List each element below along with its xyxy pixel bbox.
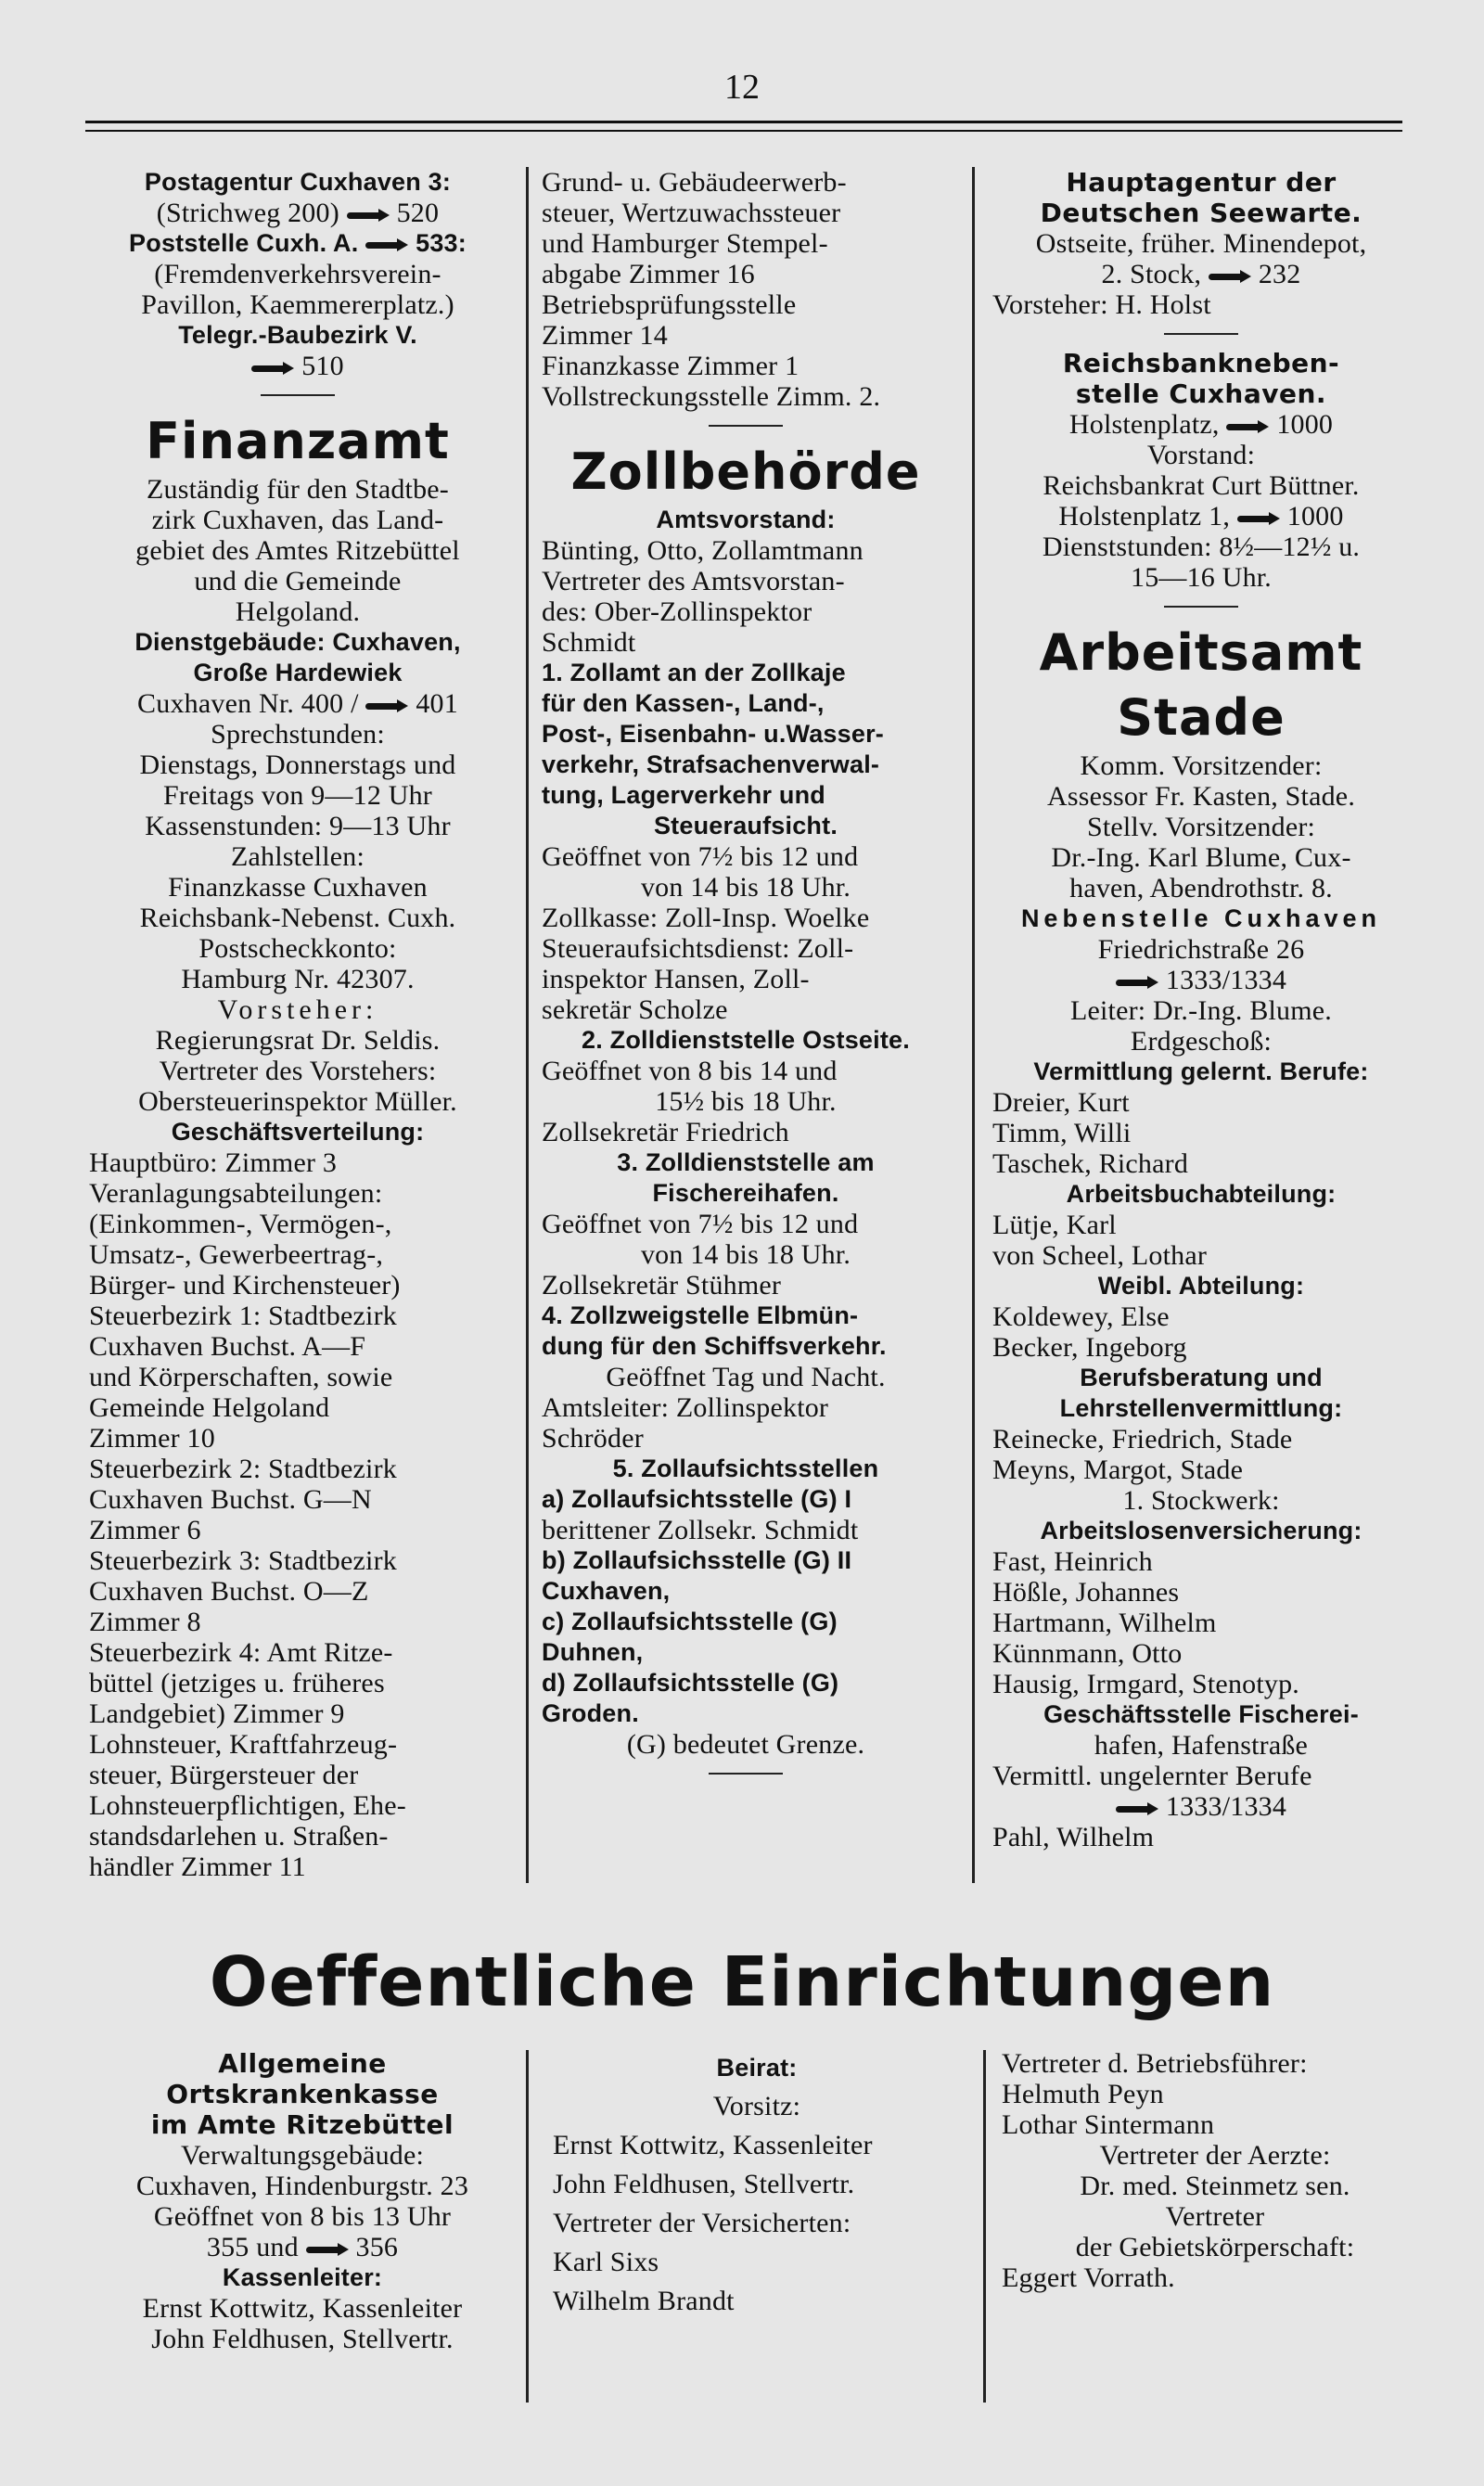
entry-heading: Beirat: [716, 2054, 798, 2082]
text-line: abgabe Zimmer 16 [542, 259, 755, 289]
text-line: Vertreter d. Betriebsführer: [1002, 2048, 1308, 2079]
text-line: Lohnsteuerpflichtigen, Ehe- [89, 1790, 406, 1821]
text-line: der Gebietskörperschaft: [1075, 2232, 1355, 2262]
text-line: gebiet des Amtes Ritzebüttel [135, 535, 460, 566]
text-line: Verwaltungsgebäude: [180, 2140, 425, 2171]
text-line: Ostseite, früher. Minendepot, [1035, 228, 1367, 259]
text-line: Vertreter der Aerzte: [1099, 2140, 1331, 2171]
text-line: Cuxhaven Buchst. O—Z [89, 1576, 369, 1607]
entry-heading: a) Zollaufsichtsstelle (G) I [542, 1485, 852, 1513]
text-line: Steueraufsichtsdienst: Zoll- [542, 933, 854, 964]
text-line: standsdarlehen u. Straßen- [89, 1821, 389, 1852]
text-line: Vertreter der Versicherten: [553, 2208, 851, 2238]
entry-heading: Hauptagentur der [1066, 167, 1337, 198]
text-line: Meyns, Margot, Stade [992, 1454, 1244, 1485]
text-line: Ernst Kottwitz, Kassenleiter [142, 2293, 463, 2324]
text-line: und die Gemeinde [194, 566, 402, 596]
entry-heading: 2. Zolldienststelle Ostseite. [582, 1026, 910, 1054]
text-line: zirk Cuxhaven, das Land- [151, 505, 444, 535]
entry-heading: Geschäftsverteilung: [171, 1118, 425, 1146]
entry-heading: c) Zollaufsichtsstelle (G) [542, 1608, 838, 1635]
text-line: 355 und 356 [206, 2232, 399, 2262]
text-line: steuer, Wertzuwachssteuer [542, 198, 841, 228]
text-line: Geöffnet Tag und Nacht. [606, 1362, 886, 1392]
entry-heading: Allgemeine [218, 2048, 387, 2079]
text-line: Assessor Fr. Kasten, Stade. [1046, 781, 1356, 812]
entry-heading: für den Kassen-, Land-, [542, 689, 825, 717]
text-line: Lütje, Karl [992, 1210, 1117, 1240]
text-line: Lohnsteuer, Kraftfahrzeug- [89, 1729, 398, 1760]
text-line: Steuerbezirk 3: Stadtbezirk [89, 1545, 397, 1576]
text-line: Hausig, Irmgard, Stenotyp. [992, 1669, 1299, 1699]
section-title: Oeffentliche Einrichtungen [209, 1942, 1275, 2022]
entry-heading: Ortskrankenkasse [166, 2079, 439, 2109]
text-line: Vermittl. ungelernter Berufe [992, 1761, 1312, 1791]
text-line: (Einkommen-, Vermögen-, [89, 1209, 392, 1239]
entry-heading: stelle Cuxhaven. [1075, 378, 1327, 409]
text-line: Helmuth Peyn [1002, 2079, 1164, 2109]
column-divider [972, 167, 975, 1883]
entry-heading: verkehr, Strafsachenverwal- [542, 750, 880, 778]
text-line: Gemeinde Helgoland [89, 1392, 330, 1423]
text-line: händler Zimmer 11 [89, 1852, 306, 1882]
text-line: Künnmann, Otto [992, 1638, 1183, 1669]
text-line: Erdgeschoß: [1130, 1026, 1273, 1057]
text-line: Dienstags, Donnerstags und [139, 750, 456, 780]
text-line: büttel (jetziges u. früheres [89, 1668, 385, 1698]
separator-rule [709, 425, 783, 427]
text-line: berittener Zollsekr. Schmidt [542, 1515, 859, 1545]
text-line: Zahlstellen: [230, 841, 365, 872]
text-line: Geöffnet von 7½ bis 12 und [542, 1209, 859, 1239]
entry-heading: Berufsberatung und [1080, 1364, 1323, 1391]
text-line: 15—16 Uhr. [1131, 562, 1272, 593]
telephone-icon [306, 2243, 349, 2256]
text-line: 1. Stockwerk: [1122, 1485, 1280, 1516]
text-line: Dienststunden: 8½—12½ u. [1042, 532, 1361, 562]
column-divider [526, 167, 529, 1883]
text-line: Amtsleiter: Zollinspektor [542, 1392, 829, 1423]
text-line: haven, Abendrothstr. 8. [1069, 873, 1333, 903]
text-line: Friedrichstraße 26 [1097, 934, 1305, 965]
text-line: Vertreter des Vorstehers: [159, 1056, 437, 1086]
entry-heading: Lehrstellenvermittlung: [1059, 1394, 1343, 1422]
text-line: Geöffnet von 8 bis 13 Uhr [153, 2201, 452, 2232]
separator-rule [709, 1773, 783, 1775]
text-line: Steuerbezirk 2: Stadtbezirk [89, 1454, 397, 1484]
text-line: Steuerbezirk 4: Amt Ritze- [89, 1637, 393, 1668]
text-line: Zollsekretär Friedrich [542, 1117, 789, 1147]
entry-heading: Deutschen Seewarte. [1040, 198, 1362, 228]
text-line: Cuxhaven, Hindenburgstr. 23 [135, 2171, 469, 2201]
entry-heading: Steueraufsicht. [653, 812, 838, 839]
text-line: Finanzkasse Cuxhaven [168, 872, 428, 903]
text-line: (Fremdenverkehrsverein- [154, 259, 441, 289]
text-line: Zimmer 10 [89, 1423, 215, 1454]
entry-heading: Groden. [542, 1699, 639, 1727]
column-seewarte-bank-labour [992, 167, 1410, 1852]
text-line: Timm, Willi [992, 1118, 1132, 1148]
text-line: Becker, Ingeborg [992, 1332, 1187, 1363]
separator-rule [261, 394, 335, 396]
text-line: hafen, Hafenstraße [1094, 1730, 1309, 1761]
entry-heading: Postagentur Cuxhaven 3: [144, 168, 452, 196]
text-line: 1333/1334 [992, 1791, 1410, 1822]
text-line: Vertreter des Amtsvorstan- [542, 566, 845, 596]
text-line: John Feldhusen, Stellvertr. [553, 2169, 855, 2199]
text-line: Helgoland. [235, 596, 361, 627]
text-line: (G) bedeutet Grenze. [626, 1729, 865, 1760]
entry-heading: Arbeitslosenversicherung: [1040, 1517, 1362, 1544]
entry-heading: Duhnen, [542, 1638, 644, 1666]
text-line: von 14 bis 18 Uhr. [640, 872, 851, 903]
text-line: Eggert Vorrath. [1002, 2262, 1175, 2293]
text-line: Lothar Sintermann [1002, 2109, 1215, 2140]
entry-heading: Dienstgebäude: Cuxhaven, [134, 628, 461, 656]
entry-heading: im Amte Ritzebüttel [150, 2109, 454, 2140]
text-line: Wilhelm Brandt [553, 2286, 735, 2316]
text-line: von Scheel, Lothar [992, 1240, 1208, 1271]
column-customs [542, 167, 950, 1788]
entry-heading: Fischereihafen. [652, 1179, 839, 1207]
entry-heading: 5. Zollaufsichtsstellen [612, 1454, 879, 1482]
text-line: Vorsteher: [217, 994, 378, 1025]
entry-heading: 3. Zolldienststelle am [617, 1148, 875, 1176]
text-line: 510 [89, 351, 506, 381]
text-line: Pahl, Wilhelm [992, 1822, 1155, 1852]
text-line: John Feldhusen, Stellvertr. [151, 2324, 454, 2354]
entry-heading: tung, Lagerverkehr und [542, 781, 825, 809]
text-line: Pavillon, Kaemmererplatz.) [141, 289, 454, 320]
text-line: Geöffnet von 8 bis 14 und [542, 1056, 838, 1086]
entry-heading: Vermittlung gelernt. Berufe: [1033, 1057, 1369, 1085]
text-line: und Körperschaften, sowie [89, 1362, 393, 1392]
text-line: Schmidt [542, 627, 636, 658]
telephone-icon [251, 362, 294, 375]
entry-heading: Nebenstelle Cuxhaven [1020, 904, 1382, 932]
telephone-icon [365, 238, 408, 251]
text-line: Steuerbezirk 1: Stadtbezirk [89, 1301, 397, 1331]
text-line: Reichsbank-Nebenst. Cuxh. [139, 903, 456, 933]
section-heading: Zollbehörde [570, 442, 921, 501]
section-heading: Arbeitsamt [1039, 623, 1363, 682]
text-line: Cuxhaven Buchst. G—N [89, 1484, 372, 1515]
entry-heading: Poststelle Cuxh. A. 533: [129, 229, 467, 257]
text-line: 15½ bis 18 Uhr. [655, 1086, 837, 1117]
entry-heading: 4. Zollzweigstelle Elbmün- [542, 1301, 859, 1329]
header-rule [85, 121, 1402, 123]
text-line: Hamburg Nr. 42307. [181, 964, 415, 994]
text-line: Schröder [542, 1423, 644, 1454]
text-line: Kassenstunden: 9—13 Uhr [145, 811, 451, 841]
telephone-icon [1116, 976, 1158, 989]
text-line: Freitags von 9—12 Uhr [162, 780, 432, 811]
column-postal-finance [89, 167, 506, 1882]
column-divider [983, 2050, 986, 2403]
text-line: Grund- u. Gebäudeerwerb- [542, 167, 847, 198]
text-line: Taschek, Richard [992, 1148, 1189, 1179]
text-line: inspektor Hansen, Zoll- [542, 964, 810, 994]
text-line: Zollkasse: Zoll-Insp. Woelke [542, 903, 870, 933]
text-line: Vorsteher: H. Holst [992, 289, 1211, 320]
text-line: Veranlagungsabteilungen: [89, 1178, 383, 1209]
column-divider [526, 2050, 529, 2403]
text-line: Vertreter [1165, 2201, 1265, 2232]
text-line: Vorsitz: [712, 2091, 801, 2121]
telephone-icon [1209, 270, 1251, 283]
text-line: Reichsbankrat Curt Büttner. [1043, 470, 1360, 501]
entry-heading: dung für den Schiffsverkehr. [542, 1332, 887, 1360]
section-heading: Finanzamt [146, 412, 450, 470]
text-line: Holstenplatz, 1000 [1068, 409, 1334, 440]
text-line: Dr.-Ing. Karl Blume, Cux- [1051, 842, 1351, 873]
text-line: Hößle, Johannes [992, 1577, 1180, 1608]
text-line: Geöffnet von 7½ bis 12 und [542, 841, 859, 872]
entry-heading: Post-, Eisenbahn- u.Wasser- [542, 720, 884, 748]
text-line: Landgebiet) Zimmer 9 [89, 1698, 345, 1729]
entry-heading: Telegr.-Baubezirk V. [178, 321, 417, 349]
text-line: und Hamburger Stempel- [542, 228, 828, 259]
text-line: steuer, Bürgersteuer der [89, 1760, 359, 1790]
text-line: Reinecke, Friedrich, Stade [992, 1424, 1293, 1454]
telephone-icon [1116, 1802, 1158, 1815]
text-line: Hartmann, Wilhelm [992, 1608, 1217, 1638]
header-rule-2 [85, 130, 1402, 132]
text-line: Stellv. Vorsitzender: [1086, 812, 1316, 842]
separator-rule [1164, 606, 1238, 608]
text-line: Fast, Heinrich [992, 1546, 1153, 1577]
text-line: Dreier, Kurt [992, 1087, 1130, 1118]
text-line: Holstenplatz 1, 1000 [1058, 501, 1344, 532]
text-line: Koldewey, Else [992, 1301, 1170, 1332]
entry-heading: b) Zollaufsichsstelle (G) II [542, 1546, 852, 1574]
telephone-icon [1226, 420, 1269, 433]
text-line: Regierungsrat Dr. Seldis. [155, 1025, 441, 1056]
column-advisory-board [553, 2048, 961, 2321]
entry-heading: Arbeitsbuchabteilung: [1066, 1180, 1337, 1208]
text-line: 1333/1334 [992, 965, 1410, 995]
text-line: Komm. Vorsitzender: [1080, 750, 1323, 781]
telephone-icon [1237, 512, 1280, 525]
text-line: Finanzkasse Zimmer 1 [542, 351, 800, 381]
text-line: Obersteuerinspektor Müller. [138, 1086, 457, 1117]
text-line: (Strichweg 200) 520 [156, 198, 440, 228]
text-line: Sprechstunden: [211, 719, 385, 750]
text-line: Vorstand: [1146, 440, 1256, 470]
entry-heading: d) Zollaufsichtsstelle (G) [542, 1669, 839, 1697]
text-line: Postscheckkonto: [198, 933, 397, 964]
entry-heading: Weibl. Abteilung: [1097, 1272, 1305, 1300]
page-number: 12 [724, 68, 760, 107]
text-line: Karl Sixs [553, 2247, 659, 2277]
column-health-insurance [89, 2048, 516, 2354]
text-line: Zollsekretär Stühmer [542, 1270, 782, 1301]
text-line: Zimmer 8 [89, 1607, 201, 1637]
text-line: Cuxhaven Nr. 400 / 401 [137, 688, 458, 719]
entry-heading: Amtsvorstand: [656, 506, 836, 533]
text-line: Ernst Kottwitz, Kassenleiter [553, 2130, 873, 2160]
text-line: Umsatz-, Gewerbeertrag-, [89, 1239, 384, 1270]
text-line: Hauptbüro: Zimmer 3 [89, 1147, 338, 1178]
text-line: Cuxhaven Buchst. A—F [89, 1331, 366, 1362]
telephone-icon [365, 699, 408, 712]
text-line: Zimmer 14 [542, 320, 668, 351]
text-line: sekretär Scholze [542, 994, 728, 1025]
text-line: Bünting, Otto, Zollamtmann [542, 535, 864, 566]
entry-heading: Geschäftsstelle Fischerei- [1043, 1700, 1359, 1728]
text-line: 2. Stock, 232 [1101, 259, 1301, 289]
text-line: Leiter: Dr.-Ing. Blume. [1069, 995, 1333, 1026]
text-line: Betriebsprüfungsstelle [542, 289, 797, 320]
text-line: von 14 bis 18 Uhr. [640, 1239, 851, 1270]
section-heading: Stade [1117, 688, 1286, 747]
text-line: Bürger- und Kirchensteuer) [89, 1270, 401, 1301]
text-line: Zimmer 6 [89, 1515, 201, 1545]
text-line: Dr. med. Steinmetz sen. [1080, 2171, 1350, 2201]
column-representatives [1002, 2048, 1428, 2293]
telephone-icon [347, 209, 390, 222]
text-line: Zuständig für den Stadtbe- [147, 474, 449, 505]
text-line: des: Ober-Zollinspektor [542, 596, 812, 627]
entry-heading: Reichsbankneben- [1062, 348, 1340, 378]
text-line: Vollstreckungsstelle Zimm. 2. [542, 381, 881, 412]
entry-heading: 1. Zollamt an der Zollkaje [542, 659, 846, 686]
separator-rule [1164, 333, 1238, 335]
entry-heading: Kassenleiter: [222, 2263, 383, 2291]
entry-heading: Cuxhaven, [542, 1577, 671, 1605]
entry-heading: Große Hardewiek [193, 659, 403, 686]
